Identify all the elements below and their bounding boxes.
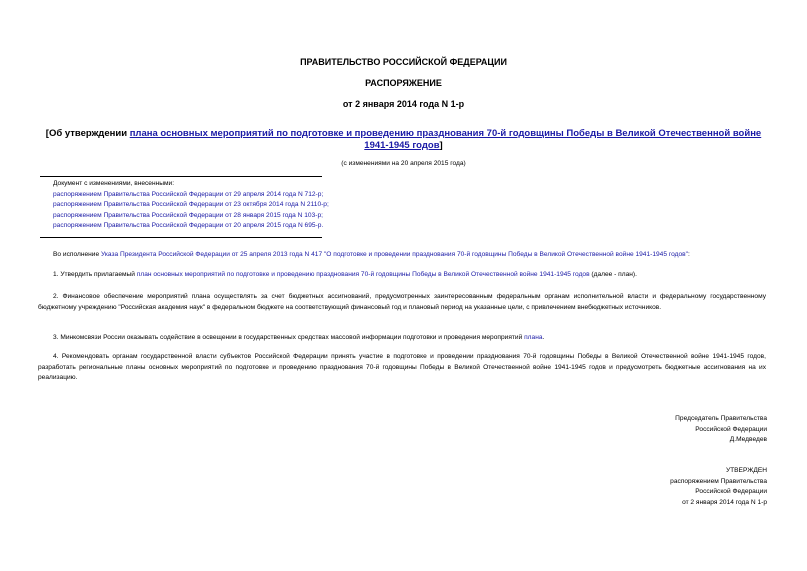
change-link-2[interactable]: распоряжением Правительства Российской Федерации от 23 октября 2014 года N 2110-р; (53, 201, 329, 209)
plan-link[interactable]: план основных мероприятий по подготовке и проведению празднования 70-й годовщины Победы в Великой Отечественной войне 1941-1945 годов (136, 271, 590, 278)
change-link-4[interactable]: распоряжением Правительства Российской Федерации от 20 апреля 2015 года N 695-р. (53, 222, 324, 230)
paragraph-2: 2. Финансовое обеспечение мероприятий плана осуществлять за счет бюджетных ассигнований, предусмотренных заинтересованным федеральным органам исполнительной власти и федеральному государственному бюджетному учреждению "Российская академия наук" в федеральном бюджете на соответствующий финансовый год и плановый период на указанные цели, с привлечением внебюджетных источников. (38, 293, 766, 311)
approval-line-4: от 2 января 2014 года N 1-р (682, 498, 767, 506)
approval-heading: УТВЕРЖДЕН (725, 467, 767, 474)
government-heading: ПРАВИТЕЛЬСТВО РОССИЙСКОЙ ФЕДЕРАЦИИ (300, 57, 507, 67)
document-title (40, 128, 767, 152)
document-type: РАСПОРЯЖЕНИЕ (365, 78, 442, 88)
paragraph-4: 4. Рекомендовать органам государственной власти субъектов Российской Федерации принять участие в подготовке и проведении празднования 70-й годовщины Победы в Великой Отечественной войне 1941-1945 годов, разработать региональные планы основных мероприятий по подготовке и проведению празднования 70-й годовщины Победы в Великой Отечественной войне 1941-1945 годов и предусмотреть бюджетные ассигнования на их реализацию. (38, 353, 766, 382)
title-plan-link[interactable]: плана основных мероприятий по подготовке и проведению празднования 70-й годовщины Победы в Великой Отечественной войне 1941-1945 годов (129, 128, 762, 151)
signature-name: Д.Медведев (729, 436, 767, 444)
plan-short-link[interactable]: плана (524, 334, 543, 341)
change-link-3[interactable]: распоряжением Правительства Российской Федерации от 28 января 2015 года N 103-р; (53, 211, 323, 219)
decree-link[interactable]: Указа Президента Российской Федерации от 25 апреля 2013 года N 417 "О подготовке и проведении празднования 70-й годовщины Победы в Великой Отечественной войне 1941-1945 годов" (100, 251, 688, 258)
top-divider (40, 176, 322, 177)
title-prefix: [Об утверждении (45, 128, 130, 139)
paragraph-1: 1. Утвердить прилагаемый план основных мероприятий по подготовке и проведению празднования 70-й годовщины Победы в Великой Отечественной войне 1941-1945 годов (далее - план). (53, 271, 637, 278)
bottom-divider (40, 237, 322, 238)
approval-block (670, 466, 767, 508)
intro-paragraph: Во исполнение Указа Президента Российской Федерации от 25 апреля 2013 года N 417 "О подготовке и проведении празднования 70-й годовщины Победы в Великой Отечественной войне 1941-1945 годов": (53, 251, 690, 258)
approval-line-2: распоряжением Правительства (670, 477, 767, 485)
approval-line-3: Российской Федерации (695, 488, 767, 496)
change-link-1[interactable]: распоряжением Правительства Российской Федерации от 29 апреля 2014 года N 712-р; (53, 190, 324, 198)
signature-position: Председатель Правительства (675, 415, 767, 422)
signature-block (675, 414, 767, 446)
changes-heading: Документ с изменениями, внесенными: (53, 180, 175, 187)
revision-note: (с изменениями на 20 апреля 2015 года) (341, 160, 466, 167)
title-suffix: ] (439, 140, 443, 151)
document-date-number: от 2 января 2014 года N 1-р (342, 99, 465, 109)
changes-list (53, 179, 329, 232)
signature-org: Российской Федерации (695, 425, 767, 433)
paragraph-3: 3. Минкомсвязи России оказывать содействие в освещении в государственных средствах массовой информации подготовки и проведения мероприятий плана. (53, 334, 545, 341)
